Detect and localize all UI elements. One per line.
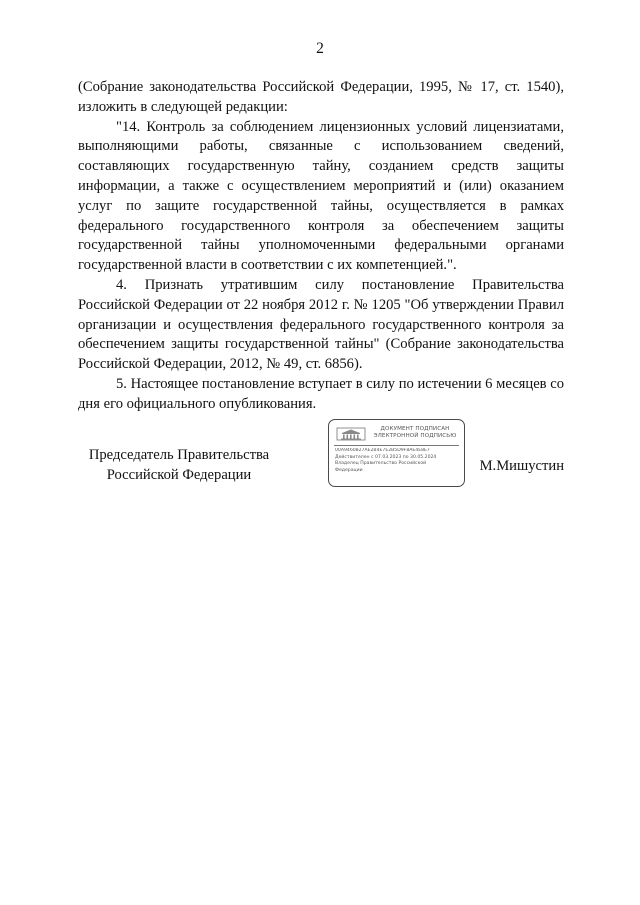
stamp-owner-line-2: Федерации: [335, 467, 363, 473]
electronic-signature-stamp: [328, 419, 465, 487]
signatory-title-line-2: Российской Федерации: [106, 466, 252, 483]
signatory-title: [78, 446, 280, 486]
paragraph-point-5: 5. Настоящее постановление вступает в силу по истечении 6 месяцев со дня его официального опубликования.: [78, 375, 564, 412]
document-body: [78, 78, 564, 415]
stamp-owner-line-1: Владелец Правительство Российской: [335, 461, 427, 467]
stamp-certificate: 00A9460827AE2B4E7E2B5D9F8AE4E8E7: [335, 448, 430, 453]
paragraph-citation-continuation: (Собрание законодательства Российской Федерации, 1995, № 17, ст. 1540), изложить в следующей редакции:: [78, 79, 564, 115]
stamp-validity: Действителен с 07.03.2023 по 30.05.2024: [335, 454, 437, 460]
signatory-title-line-1: Председатель Правительства: [88, 447, 270, 463]
stamp-header-line-2: ЭЛЕКТРОННОЙ ПОДПИСЬЮ: [373, 433, 457, 439]
paragraph-item-14: "14. Контроль за соблюдением лицензионных условий лицензиатами, выполняющими работы, связанные с использованием сведений, составляющих государственную тайну, созданием средств защиты информации, а также с осуществлением мероприятий и (или) оказанием услуг по защите государственной тайны, осуществляется в рамках федерального государственного контроля за обеспечением защиты государственной тайны уполномоченными федеральными органами государственной власти в соответствии с их компетенцией.".: [78, 118, 564, 274]
stamp-header-line-1: ДОКУМЕНТ ПОДПИСАН: [380, 426, 450, 432]
stamp-header: [369, 426, 461, 440]
stamp-divider: [334, 445, 459, 446]
paragraph-point-4: 4. Признать утратившим силу постановление Правительства Российской Федерации от 22 ноября 2012 г. № 1205 "Об утверждении Правил организации и осуществления федерального государственного контроля за обеспечением защиты государственной тайны" (Собрание законодательства Российской Федерации, 2012, № 49, ст. 6856).: [78, 276, 564, 373]
signatory-name: М.Мишустин: [479, 458, 564, 474]
stamp-details: [335, 448, 460, 474]
government-building-icon: [336, 427, 366, 441]
page-number: 2: [316, 40, 324, 57]
